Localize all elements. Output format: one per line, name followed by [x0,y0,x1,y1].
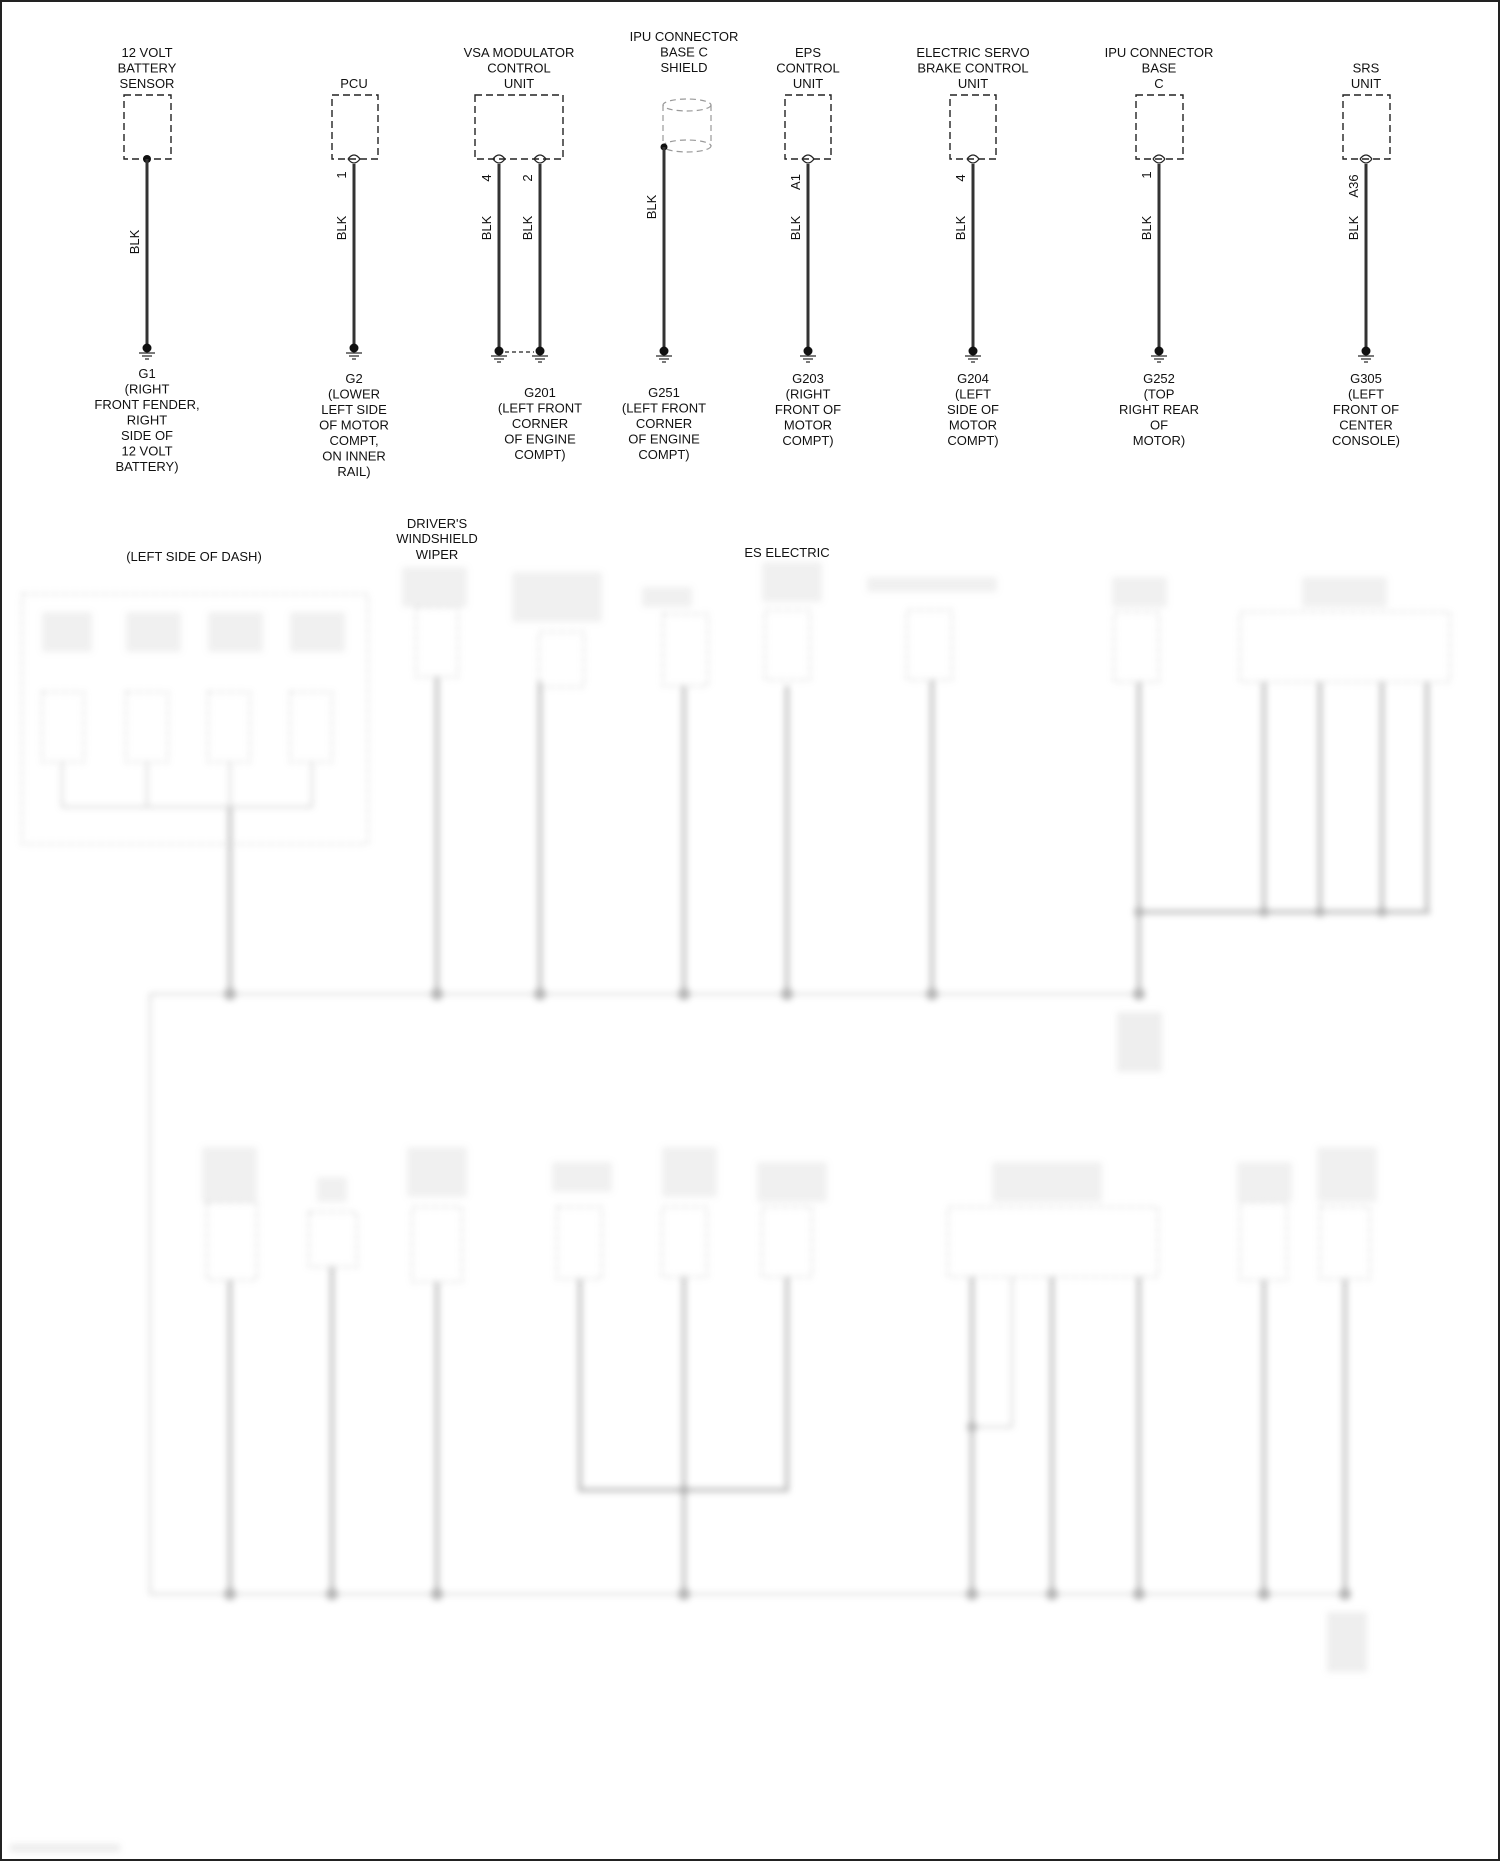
pcu-connector [332,95,378,159]
wire-color-label: BLK [1139,215,1154,241]
ground-id-label: G2 [345,371,363,386]
component-name-line: C [1154,76,1164,91]
component-name-line: CONTROL [487,60,551,76]
ground-location-line: SIDE OF [946,402,1000,417]
ground-location-line: OF ENGINE [504,431,576,447]
ground-location-labels [94,366,1400,479]
ground-location-line: RIGHT [126,412,168,428]
wiper-label-line: WINDSHIELD [396,531,478,546]
ground-symbol [532,347,548,363]
ground-id-label: G252 [1143,371,1175,386]
ground-location-line: RAIL) [337,464,371,479]
ground-symbol [1358,347,1374,363]
ground-id-label: G305 [1350,371,1382,386]
ground-location-line: ON INNER [322,448,386,464]
component-name-line: UNIT [503,76,535,91]
component-name-line: BASE C [660,44,708,60]
wire-color-label: BLK [334,215,349,241]
eps-connector [785,95,831,159]
wire-color-label: BLK [644,194,659,220]
component-name-line: VSA MODULATOR [463,45,575,60]
pin-label: A1 [788,174,803,190]
ipu-base-circuit [1136,95,1183,362]
top-ground-section [94,29,1400,479]
es-electric-label: ES ELECTRIC [744,545,830,560]
servo-brake-connector [950,95,996,159]
vsa-connector [475,95,563,159]
ground-symbol [1151,347,1167,363]
ground-location-line: (TOP [1143,386,1175,402]
wiper-label-line: WIPER [415,547,459,562]
ground-location-line: OF [1149,417,1169,433]
ground-location-line: (RIGHT [124,381,170,397]
ground-location-line: MOTOR) [1132,433,1186,448]
ground-id-label: G251 [648,385,680,400]
wire-color-label: BLK [127,229,142,255]
ground-location-line: CORNER [635,416,693,431]
ground-location-line: (RIGHT [785,386,831,402]
ground-location-line: (LEFT [1347,386,1385,402]
ground-location-line: LEFT SIDE [321,402,387,417]
ground-location-line: COMPT) [638,447,690,462]
vsa-modulator-circuit [475,95,563,362]
ground-id-label: G203 [792,371,824,386]
left-side-dash-label: (LEFT SIDE OF DASH) [126,549,262,564]
component-name-line: IPU CONNECTOR [629,29,739,44]
wire-color-label: BLK [1346,215,1361,241]
ground-location-line: MOTOR [783,417,833,433]
ground-symbol [800,347,816,363]
component-name-line: SENSOR [119,76,175,91]
component-name-line: BATTERY [117,60,177,76]
ground-location-line: 12 VOLT [121,443,173,459]
ground-location-line: (LEFT FRONT [497,400,583,416]
pin-label: 1 [1139,171,1154,179]
ground-location-line: OF MOTOR [319,417,389,433]
ground-location-line: MOTOR [948,417,998,433]
ground-location-line: COMPT) [947,433,999,448]
srs-unit-circuit [1343,95,1390,362]
ipu-shield-circuit [644,99,711,362]
ground-id-label: G204 [957,371,989,386]
component-name-line: IPU CONNECTOR [1104,45,1214,60]
ground-location-line: CONSOLE) [1332,433,1400,448]
srs-connector [1343,95,1390,159]
ground-location-line: COMPT) [514,447,566,462]
component-name-line: 12 VOLT [121,45,173,60]
component-name-line: CONTROL [776,60,840,76]
ground-distribution-diagram [2,2,1500,1863]
ground-location-line: COMPT, [329,433,379,448]
ground-id-label: G201 [524,385,556,400]
component-name-labels [118,29,1382,91]
ground-location-line: CORNER [511,416,569,431]
ground-location-line: (LOWER [328,386,380,402]
pin-label: A36 [1346,174,1361,198]
component-name-line: BASE [1141,60,1177,76]
ground-location-line: (LEFT FRONT [621,400,707,416]
ground-location-line: SIDE OF [120,428,174,443]
ground-location-line: RIGHT REAR [1119,402,1199,417]
component-name-line: PCU [340,76,368,91]
ground-location-line: FRONT OF [1332,402,1400,417]
pin-label: 4 [953,174,968,182]
ground-location-line: CENTER [1339,417,1393,433]
ground-symbol [139,344,155,360]
ground-symbol [656,347,672,363]
component-name-line: ELECTRIC SERVO [916,45,1030,60]
lower-section-labels [126,516,829,564]
component-name-line: UNIT [792,76,824,91]
pin-label: 1 [334,171,349,179]
wire-color-label: BLK [479,215,494,241]
ground-id-label: G1 [138,366,156,381]
battery-sensor-connector [124,95,171,159]
servo-brake-circuit [950,95,996,362]
ground-location-line: OF ENGINE [628,431,700,447]
pin-label: 2 [520,174,535,182]
component-name-line: UNIT [1350,76,1382,91]
ground-location-line: FRONT FENDER, [94,397,200,412]
ground-symbol [346,344,362,360]
component-name-line: SRS [1352,60,1380,76]
ground-location-line: BATTERY) [115,459,179,474]
pcu-circuit [332,95,378,359]
component-name-line: SHIELD [660,60,708,75]
ground-location-line: COMPT) [782,433,834,448]
component-name-line: BRAKE CONTROL [917,60,1029,76]
ground-location-line: (LEFT [954,386,992,402]
eps-control-circuit [785,95,831,362]
wiper-label-line: DRIVER'S [406,516,468,531]
shield-symbol [663,99,711,111]
wire-color-label: BLK [520,215,535,241]
wire-color-label: BLK [788,215,803,241]
pin-label: 4 [479,174,494,182]
ground-symbol [965,347,981,363]
component-name-line: EPS [794,45,822,60]
ground-symbol [491,347,507,363]
component-name-line: UNIT [957,76,989,91]
wire-color-label: BLK [953,215,968,241]
blurred-lower-diagram [10,562,1450,1852]
battery-sensor-circuit [124,95,171,359]
ground-location-line: FRONT OF [774,402,842,417]
ipu-base-connector [1136,95,1183,159]
